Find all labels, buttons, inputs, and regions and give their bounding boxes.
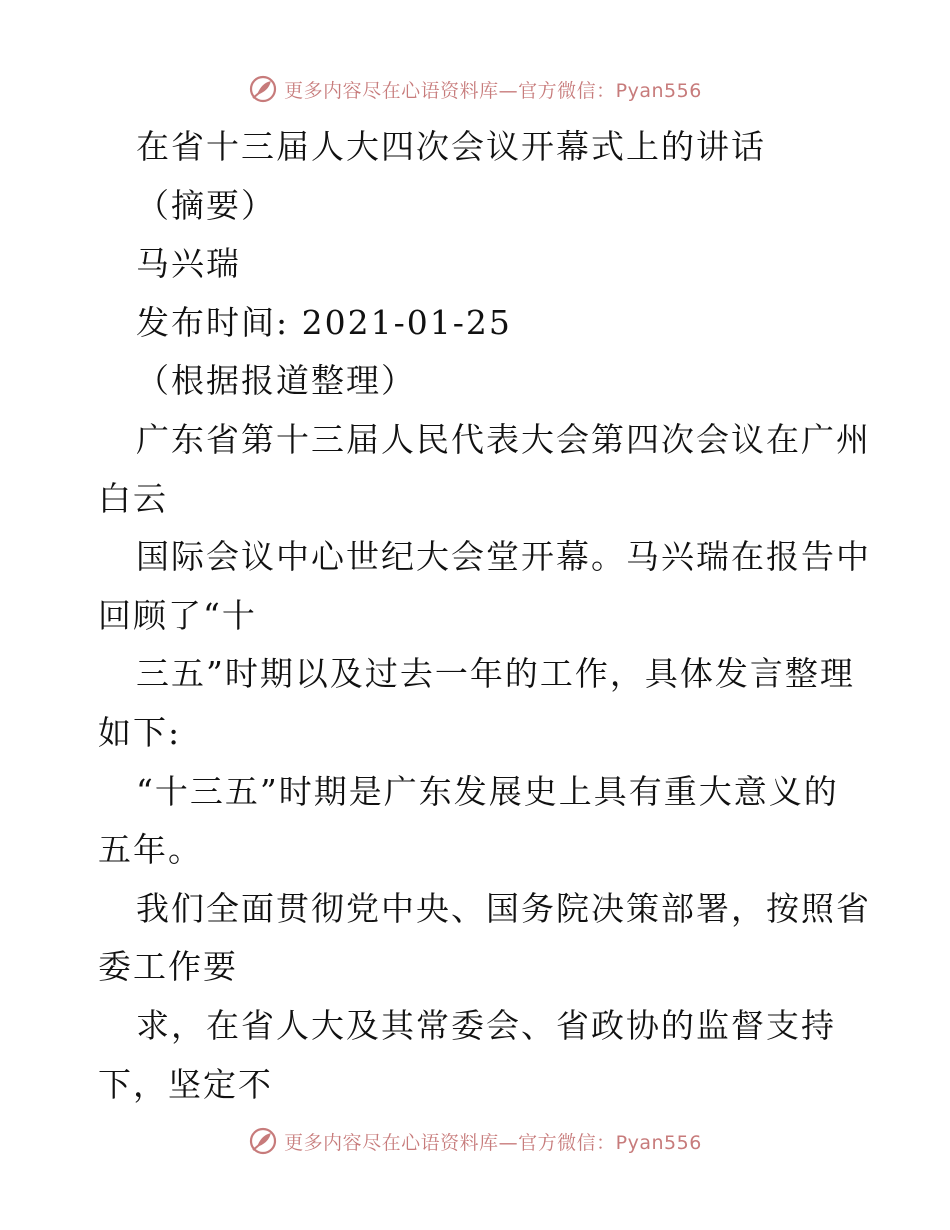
paragraph-line: 白云 [98,478,168,518]
quill-logo-icon [248,74,278,104]
document-subtitle: （摘要） [136,185,276,225]
paragraph-line: 我们全面贯彻党中央、国务院决策部署，按照省 [136,888,871,928]
document-author: 马兴瑞 [136,244,241,284]
publish-date: 发布时间: 2021-01-25 [136,302,512,342]
quill-logo-icon [248,1126,278,1156]
paragraph-line: 求，在省人大及其常委会、省政协的监督支持 [136,1005,836,1045]
watermark-header [0,72,950,106]
paragraph-line: 三五”时期以及过去一年的工作，具体发言整理 [136,654,855,694]
watermark-text: 更多内容尽在心语资料库—官方微信：Pyan556 [284,1131,702,1154]
paragraph-line: 国际会议中心世纪大会堂开幕。马兴瑞在报告中 [136,537,871,577]
paragraph-line: 委工作要 [98,947,238,987]
source-note: （根据报道整理） [136,361,416,401]
paragraph-line: 五年。 [98,830,203,870]
paragraph-line: 如下: [98,712,182,752]
paragraph-line: 回顾了“十 [98,595,257,635]
paragraph-line: 广东省第十三届人民代表大会第四次会议在广州 [136,419,871,459]
paragraph-line: “十三五”时期是广东发展史上具有重大意义的 [136,771,839,811]
document-body [98,118,871,1114]
document-title: 在省十三届人大四次会议开幕式上的讲话 [136,127,766,166]
watermark-text: 更多内容尽在心语资料库—官方微信：Pyan556 [284,79,702,102]
watermark-footer [0,1124,950,1158]
paragraph-line: 下，坚定不 [98,1064,273,1104]
